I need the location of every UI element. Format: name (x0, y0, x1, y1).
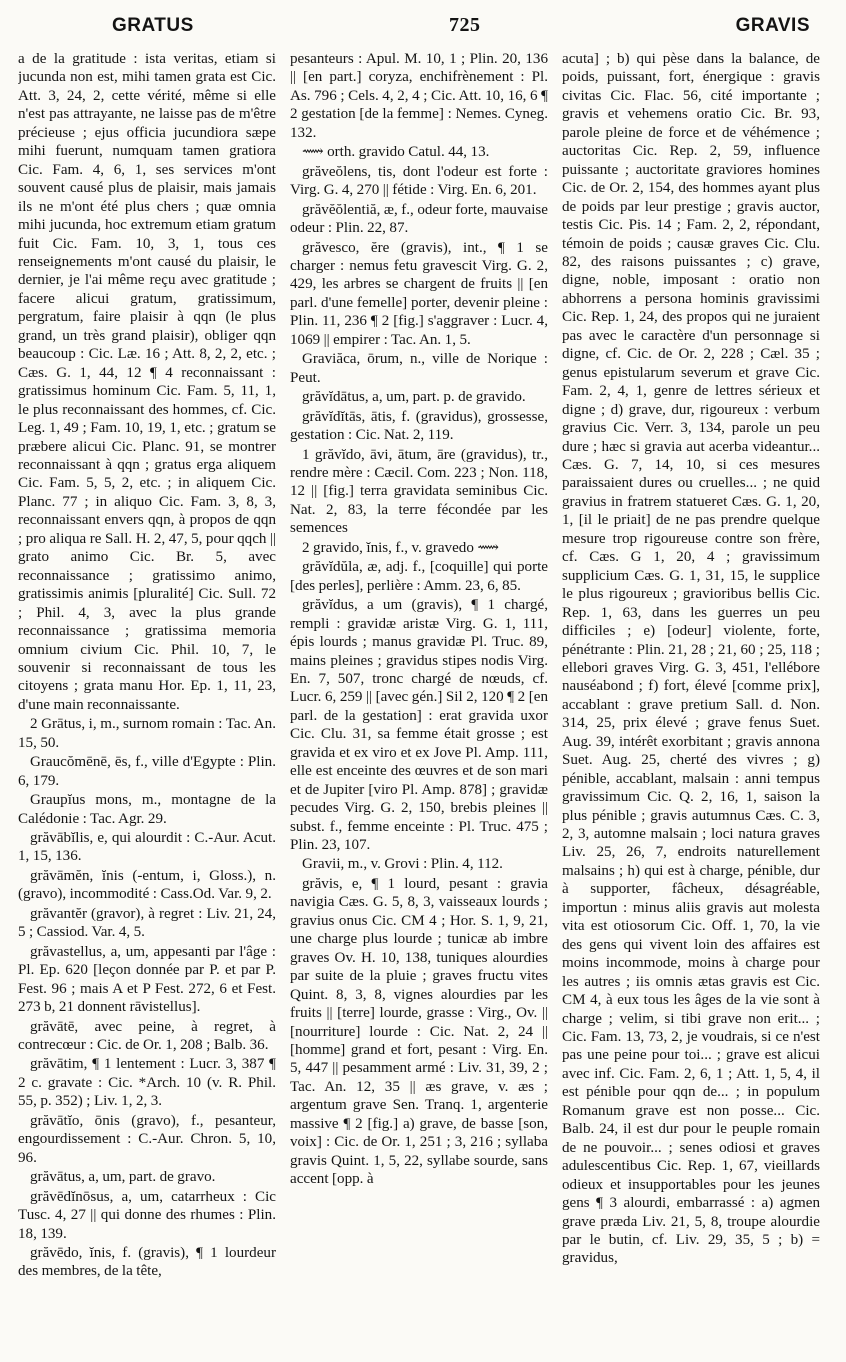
dictionary-entry: Gravii, m., v. Grovi : Plin. 4, 112. (302, 856, 503, 873)
left-headword: GRATUS (112, 15, 194, 36)
dictionary-entry: grăveŏlens, tis, dont l'odeur est forte : Virg. G. 4, 270 || fétide : Virg. En. 6, 201. (290, 163, 548, 199)
dictionary-entry: grăvĭdŭla, æ, adj. f., [coquille] qui porte [des perles], perlière : Amm. 23, 6, 85. (290, 559, 548, 594)
dictionary-entry: grăvĕŏlentiă, æ, f., odeur forte, mauvaise odeur : Plin. 22, 87. (290, 201, 548, 237)
dictionary-entry: grăvābĭlis, e, qui alourdit : C.-Aur. Acut. 1, 15, 136. (18, 830, 276, 865)
dictionary-entry: Graupĭus mons, m., montagne de la Calédonie : Tac. Agr. 29. (18, 792, 276, 827)
dictionary-entry: grăvesco, ĕre (gravis), int., ¶ 1 se charger : nemus fetu gravescit Virg. G. 2, 429, les arbres se chargent de fruits || [en parl. d'une femelle] porter, devenir pleine : Plin. 11, 236 ¶ 2 [fig.] s'aggraver : Lucr. 4, 1069 || empirer : Tac. An. 1, 5. (290, 239, 548, 348)
dictionary-entry: grăvĭdĭtās, ātis, f. (gravidus), grossesse, gestation : Cic. Nat. 2, 119. (290, 408, 548, 444)
dictionary-entry: grăvātus, a, um, part. de gravo. (30, 1169, 216, 1186)
dictionary-entry: pesanteurs : Apul. M. 10, 1 ; Plin. 20, 136 || [en part.] coryza, enchifrènement : Pl. As. 796 ; Cels. 4, 2, 4 ; Cic. Att. 10, 16, 6 ¶ 2 gestation [de la femme] : Nemes. Cyneg. 132. (290, 51, 548, 141)
dictionary-entry: grăvantĕr (gravor), à regret : Liv. 21, 24, 5 ; Cassiod. Var. 4, 5. (18, 905, 276, 941)
column-3 (562, 50, 820, 1356)
column-2 (290, 50, 548, 1356)
dictionary-entry: Graucŏmēnē, ēs, f., ville d'Egypte : Plin. 6, 179. (18, 754, 276, 789)
dictionary-entry: 2 gravido, ĭnis, f., v. gravedo ⟿ (302, 539, 500, 556)
running-header (18, 14, 832, 50)
dictionary-entry: grăvĭdus, a um (gravis), ¶ 1 chargé, rempli : gravidæ aristæ Virg. G. 1, 111, épis lourds ; manus gravidæ Pl. Truc. 89, mains pleines ; gravidus stipes nodis Virg. En. 7, 507, tronc chargé de nœuds, cf. Lucr. 6, 259 || [avec gén.] Sil 2, 120 ¶ 2 [en parl. de la gestation] : erat gravida uxor Cic. Clu. 31, sa femme était grosse ; est gravida et ex viro et ex Jove Pl. Amp. 111, elle est enceinte des œuvres et de son mari et de Jupiter [viro Pl. Amp. 878] ; gravidæ pecudes Virg. G. 2, 150, brebis pleines || subst. f., femme enceinte : Pl. Truc. 475 ; Plin. 23, 107. (290, 597, 548, 854)
column-1 (18, 50, 276, 1356)
dictionary-entry: acuta] ; b) qui pèse dans la balance, de poids, puissant, fort, énergique : gravis civitas Cic. Flac. 56, cité importante ; gravis et vehemens oratio Cic. Br. 93, parole pleine de force et de véhémence ; auctoritas Cic. Rep. 2, 59, influence puissante ; auctoritate graviores homines Cic. de Or. 2, 154, des hommes ayant plus de poids par leur prestige ; gravis auctor, testis Cic. Pis. 14 ; Fam. 2, 2, répondant, témoin de poids ; causæ graves Cic. Clu. 82, des raisons puissantes ; c) grave, digne, noble, imposant : oratio non abhorrens a persona hominis gravissimi Cic. Rep. 1, 24, des propos qui ne juraient pas avec le caractère d'un personnage si digne, cf. Cic. de Or. 2, 228 ; Cæl. 35 ; genus epistularum severum et grave Cic. Fam. 2, 4, 1, genre de lettres sérieux et digne ; d) grave, dur, rigoureux : verbum gravius Cic. Verr. 3, 134, parole un peu dure ; hæc si gravia aut acerba videantur... Cæs. G. 7, 14, 10, si ces mesures paraissaient dures ou cruelles... ; ne quid gravius in fratrem statueret Cæs. G. 1, 20, 1, [il le priait] de ne pas prendre quelque mesure trop rigoureuse contre son frère, cf. Cæs. G 1, 20, 4 ; gravissimum supplicium Cæs. G. 1, 31, 15, le supplice le plus rigoureux ; gravioribus bellis Cic. Rep. 1, 63, dans les guerres un peu difficiles ; e) [odeur] violente, forte, pénétrante : Plin. 21, 28 ; 21, 60 ; 25, 118 ; ellebori graves Virg. G. 3, 451, l'ellébore nauséabond ; f) fort, élevé [comme prix], accablant : grave pretium Sall. d. Non. 314, 25, prix élevé ; grave fenus Suet. Aug. 39, intérêt exorbitant ; gravis annona Suet. Aug. 25, cherté des vivres ; g) pénible, accablant, malsain : anni tempus gravissimum Cic. Q. 2, 16, 1, saison la plus pénible ; gravis autumnus Cæs. C. 3, 2, 3, automne malsain ; loci natura graves Liv. 25, 26, 7, endroits naturellement malsains ; h) qui est à charge, pénible, dur à supporter, fâcheux, désagréable, importun : minus aliis gravis aut molesta vita est otiosorum Cic. Off. 1, 70, la vie des gens qui vivent loin des affaires est moins incommode, moins à charge pour les autres ; iis omnis ætas gravis est Cic. CM 4, à eux tous les âges de la vie sont à charge ; velim, si tibi grave non erit... ; Cic. Fam. 13, 73, 2, je voudrais, si ce n'est pas une peine pour toi... ; grave est alicui avec inf. Cic. Fam. 2, 6, 1 ; Att. 1, 5, 4, il est pénible pour qqn de... ; in populum Romanum grave est non posse... Cic. Balb. 24, il est dur pour le peuple romain de ne pouvoir... ; senes odiosi et graves adulescentibus Cic. Rep. 1, 67, vieillards odieux et insupportables pour les jeunes gens ¶ 3 alourdi, embarrassé : a) agmen grave præda Liv. 21, 5, 8, troupe alourdie par le butin, cf. Liv. 29, 35, 5 ; b) = gravidus, (562, 51, 820, 1267)
dictionary-entry: grăvātim, ¶ 1 lentement : Lucr. 3, 387 ¶ 2 c. gravate : Cic. *Arch. 10 (v. R. Phil. 55, p. 352) ; Liv. 1, 2, 3. (18, 1056, 276, 1110)
dictionary-entry: ⟿ orth. gravido Catul. 44, 13. (302, 144, 490, 161)
dictionary-entry: grăvātĭo, ōnis (gravo), f., pesanteur, engourdissement : C.-Aur. Chron. 5, 10, 96. (18, 1112, 276, 1166)
dictionary-entry: grăvāmĕn, ĭnis (-entum, i, Gloss.), n. (gravo), incommodité : Cass.Od. Var. 9, 2. (18, 867, 276, 903)
dictionary-entry: a de la gratitude : ista veritas, etiam si jucunda non est, mihi tamen grata est Cic. Att. 3, 24, 2, cette vérité, même si elle n'est pas attrayante, ne laisse pas de m'être précieuse ; ejus officia jucundiora sæpe mihi fuerunt, numquam tamen gratiora Cic. Fam. 4, 6, 1, ses services m'ont souvent causé plus de plaisir, mais jamais ils ne m'ont été plus chers ; quæ omnia mihi jucunda, hoc extremum etiam gratum fuit Cic. Fam. 10, 3, 1, tous ces renseignements m'ont causé du plaisir, le dernier, je l'ai même reçu avec gratitude ; facere alicui gratum, gratissimum, pergratum, faire plaisir à qqn (le plus grand, un très grand plaisir), obliger qqn beaucoup : Cic. Læ. 16 ; Att. 8, 2, 2, etc. ; Cæs. G. 1, 44, 12 ¶ 4 reconnaissant : gratissimus hominum Cic. Fam. 5, 11, 1, le plus reconnaissant des hommes, cf. Cic. Leg. 1, 49 ; Fam. 10, 19, 1, etc. ; gratum se præbere alicui Cic. Planc. 91, se montrer reconnaissant à qqn ; gratus erga aliquem Cic. Fam. 5, 5, 2, etc. ; in aliquem Cic. Planc. 77 ; in aliquo Cic. Fam. 3, 8, 3, reconnaissant envers qqn, à propos de qqn ; pro aliqua re Sall. H. 2, 47, 5, pour qqch || grato animo Cic. Br. 5, avec reconnaissance ; gratissimo animo, gratissimis animis [pluralité] Cic. Sull. 72 ; Phil. 4, 3, avec la plus grande reconnaissance ; gratissima memoria omnium civium Cic. Phil. 10, 7, le souvenir si reconnaissant de tous les citoyens ; grata manu Hor. Ep. 1, 11, 23, d'une main reconnaissante. (18, 51, 276, 713)
dictionary-entry: grăvātē, avec peine, à regret, à contrecœur : Cic. de Or. 1, 208 ; Balb. 36. (18, 1018, 276, 1054)
right-headword: GRAVIS (735, 15, 810, 36)
dictionary-entry: grăvēdĭnōsus, a, um, catarrheux : Cic Tusc. 4, 27 || qui donne des rhumes : Plin. 18, 139. (18, 1188, 276, 1242)
dictionary-entry: 1 grăvĭdo, āvi, ātum, āre (gravidus), tr., rendre mère : Cæcil. Com. 223 ; Non. 118, 12 || [fig.] terra gravidata seminibus Cic. Nat. 2, 83, la terre fécondée par les semences (290, 446, 548, 537)
dictionary-entry: 2 Grātus, i, m., surnom romain : Tac. An. 15, 50. (18, 716, 276, 751)
dictionary-entry: Graviăca, ōrum, n., ville de Norique : Peut. (290, 351, 548, 386)
text-columns (18, 50, 832, 1356)
dictionary-entry: grăvis, e, ¶ 1 lourd, pesant : gravia navigia Cæs. G. 5, 8, 3, vaisseaux lourds ; gravius onus Cic. CM 4 ; Hor. S. 1, 9, 21, une charge plus lourde ; tunicæ ab imbre graves Ov. H. 10, 138, tuniques alourdies par suite de la pluie ; graves fructu vites Quint. 8, 3, 8, vignes alourdies par les fruits || [terre] lourde, grasse : Virg., Ov. || [nourriture] lourde : Cic. Nat. 2, 24 || [homme] grand et fort, pesant : Virg. En. 5, 447 || pesamment armé : Liv. 31, 39, 2 ; Tac. An. 12, 35 || æs grave, v. æs ; argentum grave Sen. Tranq. 1, argenterie massive ¶ 2 [fig.] a) grave, de basse [son, voix] : Cic. de Or. 1, 251 ; 3, 216 ; syllaba gravis Quint. 1, 5, 22, syllabe sourde, sans accent [opp. à (290, 875, 548, 1188)
dictionary-entry: grăvastellus, a, um, appesanti par l'âge : Pl. Ep. 620 [leçon donnée par P. et par P. Fest. 96 ; mais A et P Fest. 272, 6 et Fest. 273 b, 21 donnent rāvistellus]. (18, 943, 276, 1016)
dictionary-entry: grăvĭdātus, a, um, part. p. de gravido. (302, 389, 526, 406)
dictionary-entry: grăvēdo, ĭnis, f. (gravis), ¶ 1 lourdeur des membres, de la tête, (18, 1245, 276, 1280)
page-number: 725 (448, 14, 481, 36)
